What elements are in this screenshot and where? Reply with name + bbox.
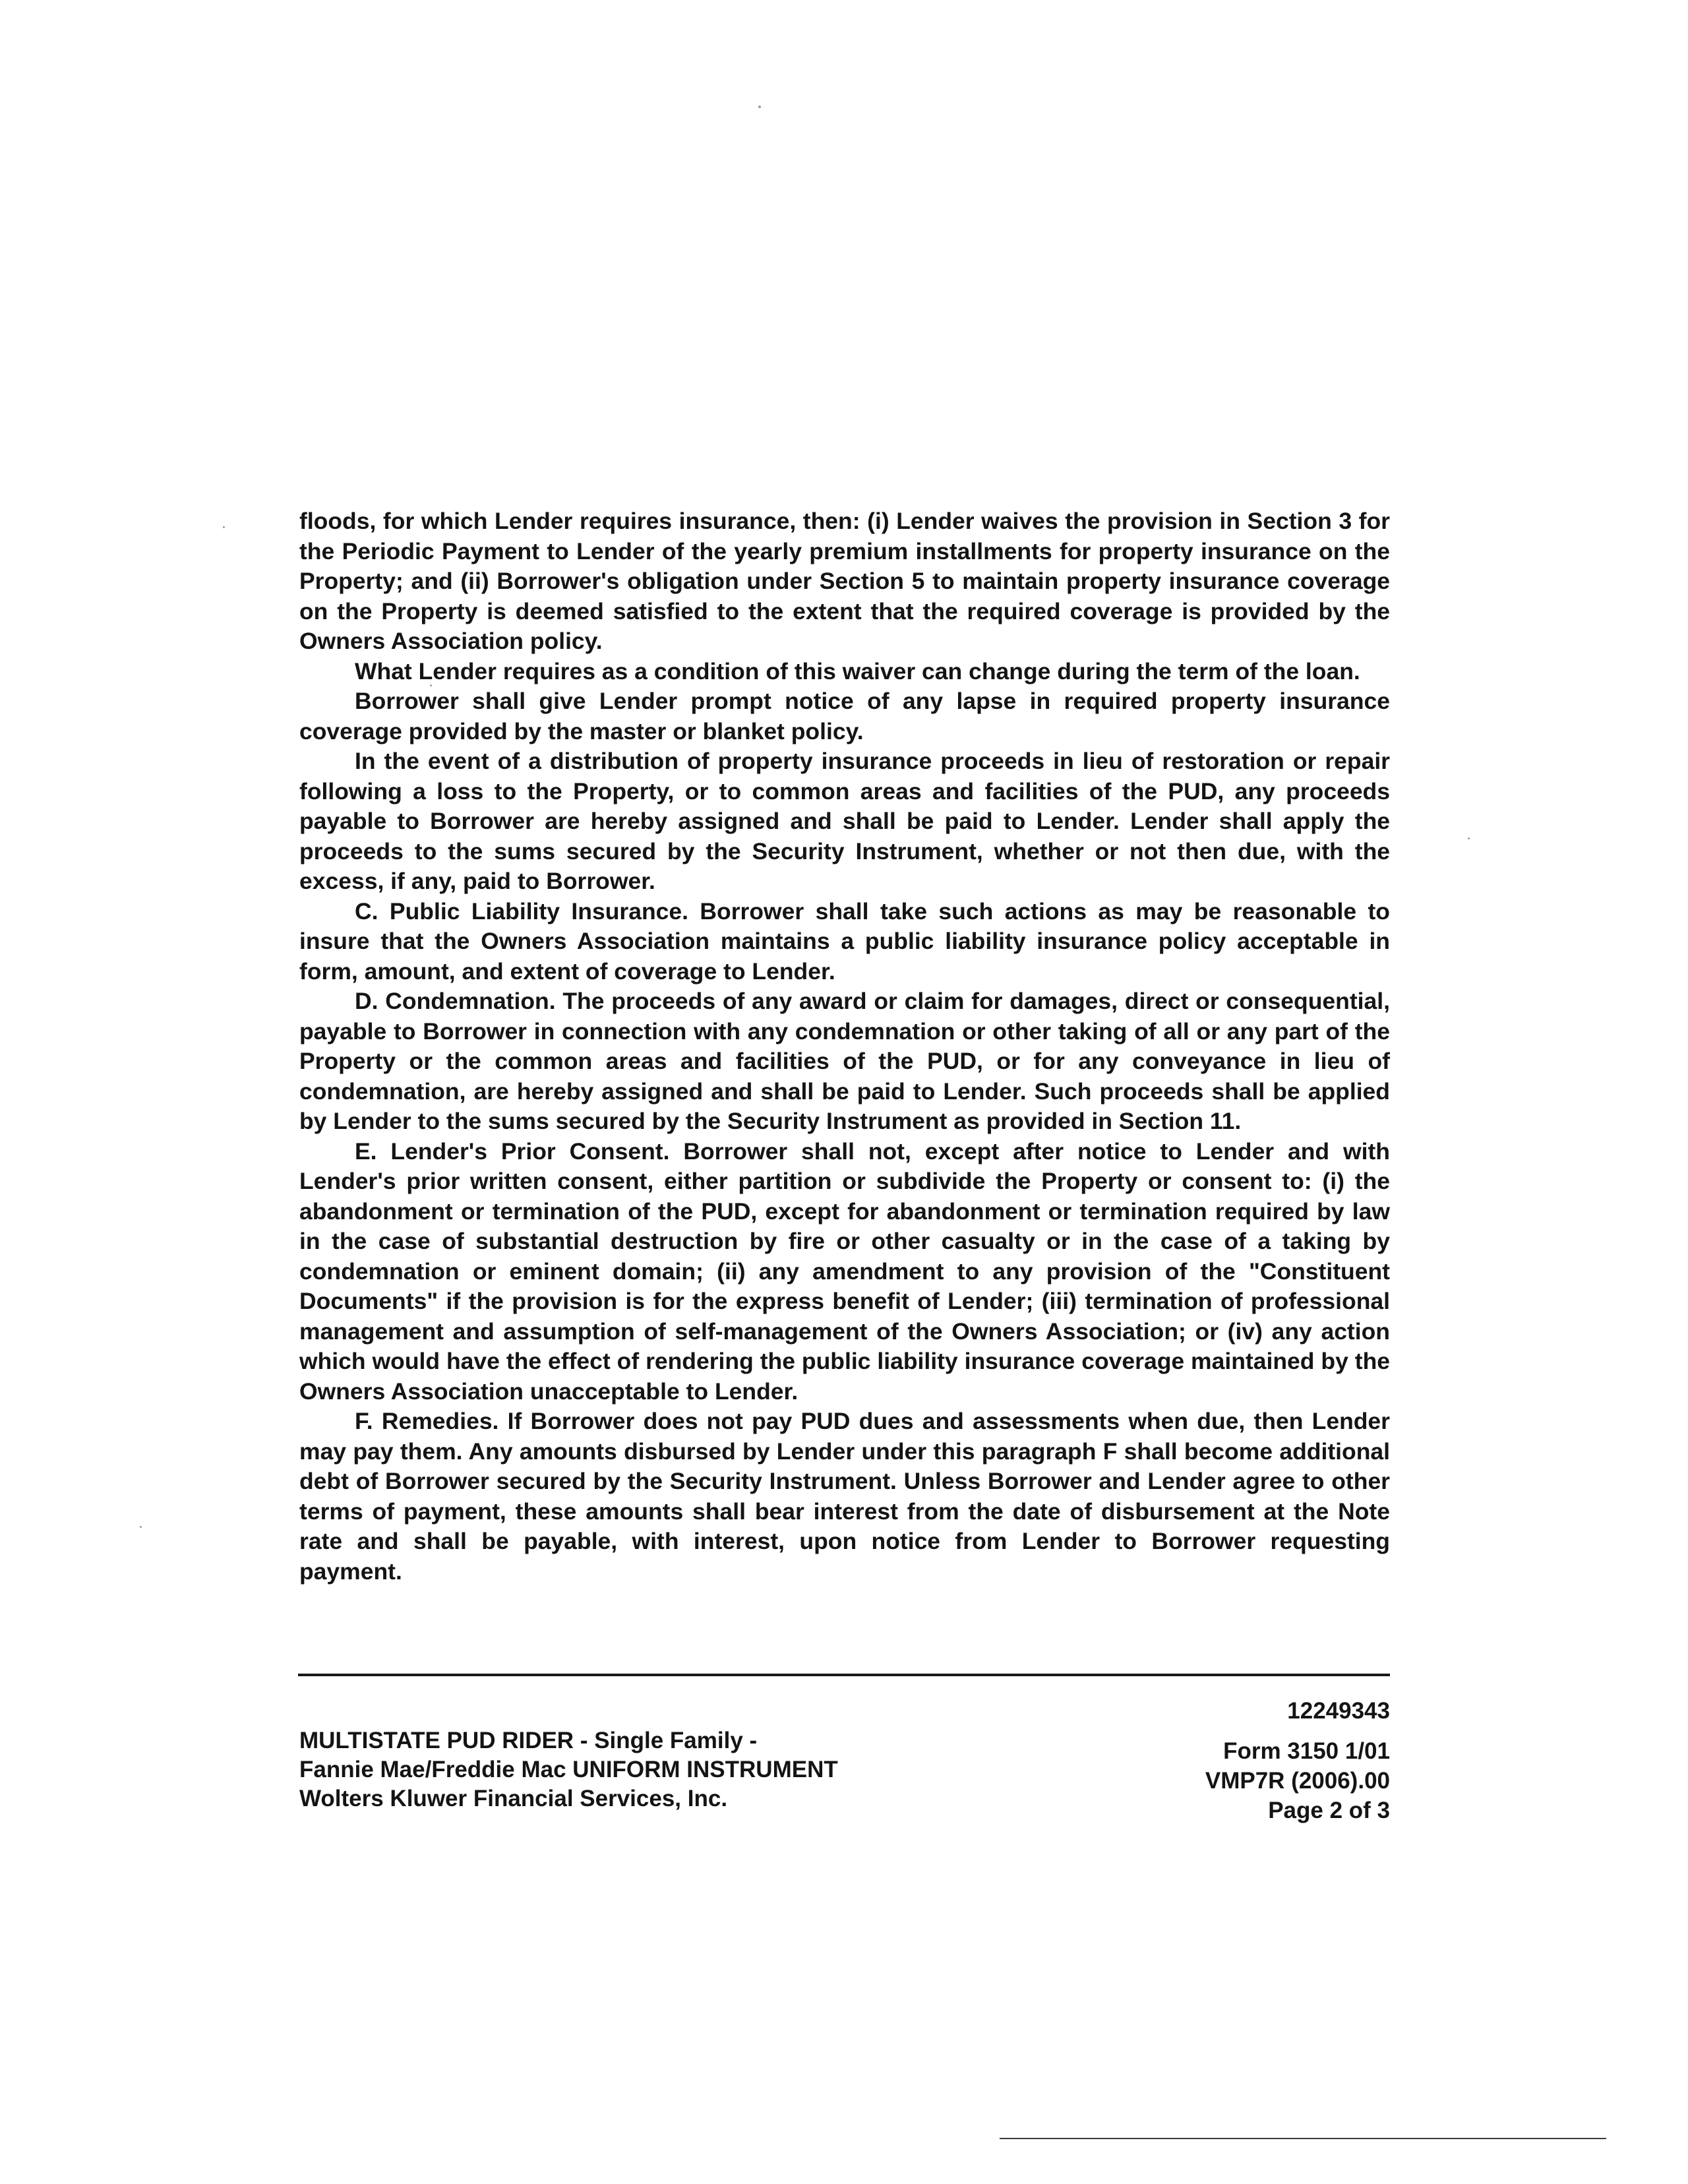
document-number: 12249343 bbox=[1287, 1698, 1390, 1724]
section-c-public-liability: C. Public Liability Insurance. Borrower shall take such actions as may be reasonable to insure that the Owners Association maintains a public liability insurance policy acceptable in form, amount, and extent of coverage to Lender. bbox=[299, 897, 1390, 985]
section-e-prior-consent: E. Lender's Prior Consent. Borrower shall not, except after notice to Lender and with Lender's prior written consent, either partition or subdivide the Property or consent to: (i) the abandonment or termination of the PUD, except for abandonment or termination required by law in the case of substantial destruction by fire or other casualty or in the case of a taking by condemnation or eminent domain; (ii) any amendment to any provision of the "Constituent Documents" if the provision is for the express benefit of Lender; (iii) termination of professional management and assumption of self-management of the Owners Association; or (iv) any action which would have the effect of rendering the public liability insurance coverage maintained by the Owners Association unacceptable to Lender. bbox=[299, 1138, 1390, 1405]
scan-edge-line bbox=[1000, 2138, 1606, 2139]
paragraph-insurance-proceeds: In the event of a distribution of property insurance proceeds in lieu of restoration or repair following a loss to the Property, or to common areas and facilities of the PUD, any proceeds payable to Borrower are hereby assigned and shall be paid to Lender. Lender shall apply the proceeds to the sums secured by the Security Instrument, whether or not then due, with the excess, if any, paid to Borrower. bbox=[299, 748, 1390, 894]
footer-form-info bbox=[299, 1726, 838, 1813]
form-number: Form 3150 1/01 bbox=[1223, 1738, 1390, 1764]
scan-speck bbox=[758, 106, 761, 108]
vmp-code: VMP7R (2006).00 bbox=[1205, 1768, 1390, 1794]
footer-divider bbox=[298, 1674, 1390, 1676]
paragraph-waiver-condition: What Lender requires as a condition of this waiver can change during the term of the loan. bbox=[355, 657, 1360, 684]
section-d-condemnation: D. Condemnation. The proceeds of any award or claim for damages, direct or consequential, payable to Borrower in connection with any condemnation or other taking of all or any part of the Property or the common areas and facilities of the PUD, or for any conveyance in lieu of condemnation, are hereby assigned and shall be paid to Lender. Such proceeds shall be applied by Lender to the sums secured by the Security Instrument as provided in Section 11. bbox=[299, 988, 1390, 1134]
scan-speck bbox=[223, 526, 225, 528]
form-title-line2: Fannie Mae/Freddie Mac UNIFORM INSTRUMENT bbox=[299, 1757, 838, 1782]
paragraph-insurance-waiver: floods, for which Lender requires insurance, then: (i) Lender waives the provision in Section 3 for the Periodic Payment to Lender of the yearly premium installments for property insurance on the Property; and (ii) Borrower's obligation under Section 5 to maintain property insurance coverage on the Property is deemed satisfied to the extent that the required coverage is provided by the Owners Association policy. bbox=[299, 508, 1390, 654]
scan-speck bbox=[430, 684, 432, 686]
publisher-name: Wolters Kluwer Financial Services, Inc. bbox=[299, 1786, 728, 1811]
form-title-line1: MULTISTATE PUD RIDER - Single Family - bbox=[299, 1728, 758, 1753]
paragraph-lapse-notice: Borrower shall give Lender prompt notice of any lapse in required property insurance coverage provided by the master or blanket policy. bbox=[299, 688, 1390, 744]
scan-speck bbox=[140, 1526, 142, 1528]
section-f-remedies: F. Remedies. If Borrower does not pay PUD dues and assessments when due, then Lender may pay them. Any amounts disbursed by Lender under this paragraph F shall become additional debt of Borrower secured by the Security Instrument. Unless Borrower and Lender agree to other terms of payment, these amounts shall bear interest from the date of disbursement at the Note rate and shall be payable, with interest, upon notice from Lender to Borrower requesting payment. bbox=[299, 1408, 1390, 1585]
scan-speck bbox=[1468, 837, 1470, 839]
document-body bbox=[299, 506, 1390, 1587]
page-indicator: Page 2 of 3 bbox=[1268, 1798, 1390, 1823]
footer-form-codes bbox=[1205, 1696, 1390, 1825]
